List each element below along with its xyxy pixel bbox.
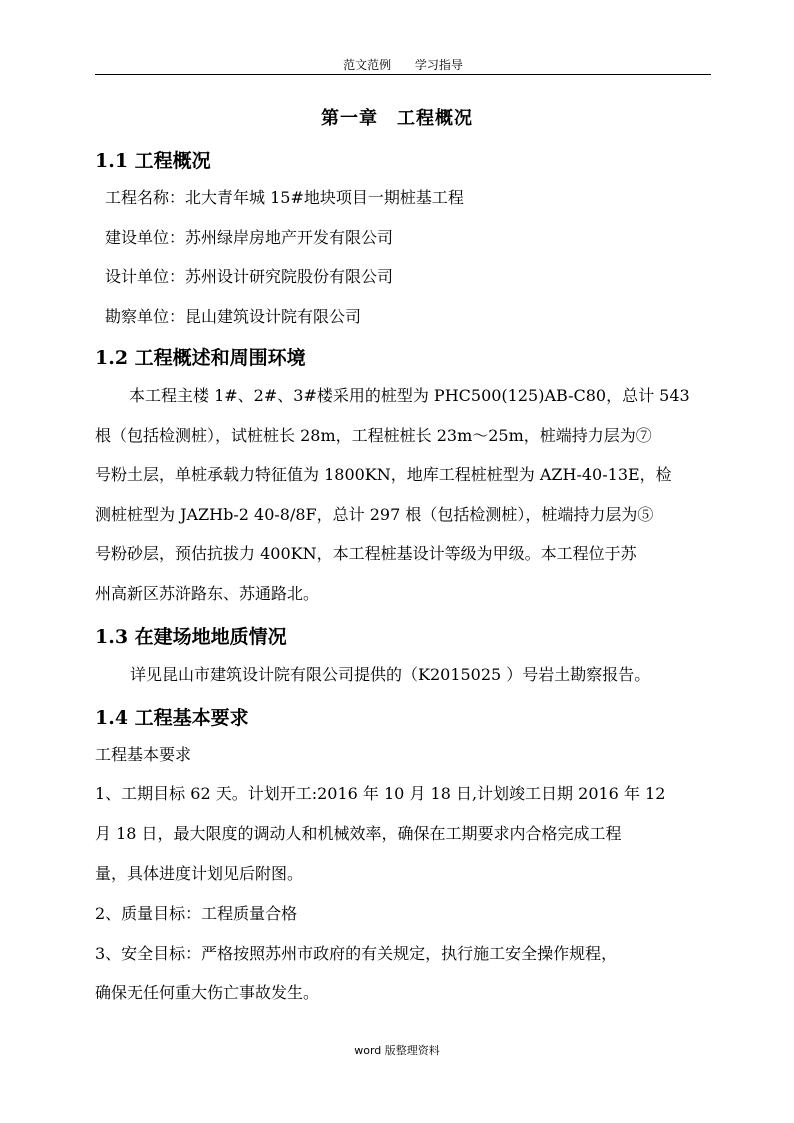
geology-line: 详见昆山市建筑设计院有限公司提供的（K2015025 ）号岩土勘察报告。 <box>130 665 651 684</box>
schedule-line-1: 1、工期目标 62 天。计划开工:2016 年 10 月 18 日,计划竣工日期 2016 年 12 <box>95 784 666 803</box>
chapter-title: 第一章 工程概况 <box>321 108 473 129</box>
requirements-intro: 工程基本要求 <box>95 745 192 764</box>
overview-line-4: 测桩桩型为 JAZHb-2 40-8/8F，总计 297 根（包括检测桩），桩端持力层为⑤ <box>95 505 654 524</box>
header-left-text: 范文范例 <box>343 58 392 72</box>
schedule-line-3: 量，具体进度计划见后附图。 <box>95 864 304 883</box>
section-heading-1-3: 1.3 在建场地地质情况 <box>95 626 287 648</box>
section-heading-1-2: 1.2 工程概述和周围环境 <box>95 347 306 369</box>
overview-line-5: 号粉砂层，预估抗拔力 400KN，本工程桩基设计等级为甲级。本工程位于苏 <box>95 544 637 563</box>
surveyor-line: 勘察单位：昆山建筑设计院有限公司 <box>105 307 362 326</box>
schedule-line-2: 月 18 日，最大限度的调动人和机械效率，确保在工期要求内合格完成工程 <box>95 824 622 843</box>
header-right-text: 学习指导 <box>414 58 463 72</box>
safety-line-2: 确保无任何重大伤亡事故发生。 <box>95 983 320 1002</box>
quality-line: 2、质量目标：工程质量合格 <box>95 904 298 923</box>
project-name-line: 工程名称：北大青年城 15#地块项目一期桩基工程 <box>105 188 464 207</box>
designer-line: 设计单位：苏州设计研究院股份有限公司 <box>105 267 394 286</box>
overview-line-1: 本工程主楼 1#、2#、3#楼采用的桩型为 PHC500(125)AB-C80，总计 543 <box>113 386 690 405</box>
page-header <box>95 56 711 75</box>
overview-line-2: 根（包括检测桩），试桩桩长 28m，工程桩桩长 23m～25m，桩端持力层为⑦ <box>95 426 652 445</box>
section-heading-1-4: 1.4 工程基本要求 <box>95 707 249 729</box>
section-heading-1-1: 1.1 工程概况 <box>95 150 211 172</box>
overview-line-6: 州高新区苏浒路东、苏通路北。 <box>95 584 320 603</box>
safety-line-1: 3、安全目标：严格按照苏州市政府的有关规定，执行施工安全操作规程， <box>95 944 618 963</box>
page-footer: word 版整理资料 <box>354 1044 440 1057</box>
overview-line-3: 号粉土层，单桩承载力特征值为 1800KN，地库工程桩桩型为 AZH-40-13E，检 <box>95 465 672 484</box>
builder-line: 建设单位：苏州绿岸房地产开发有限公司 <box>105 228 394 247</box>
